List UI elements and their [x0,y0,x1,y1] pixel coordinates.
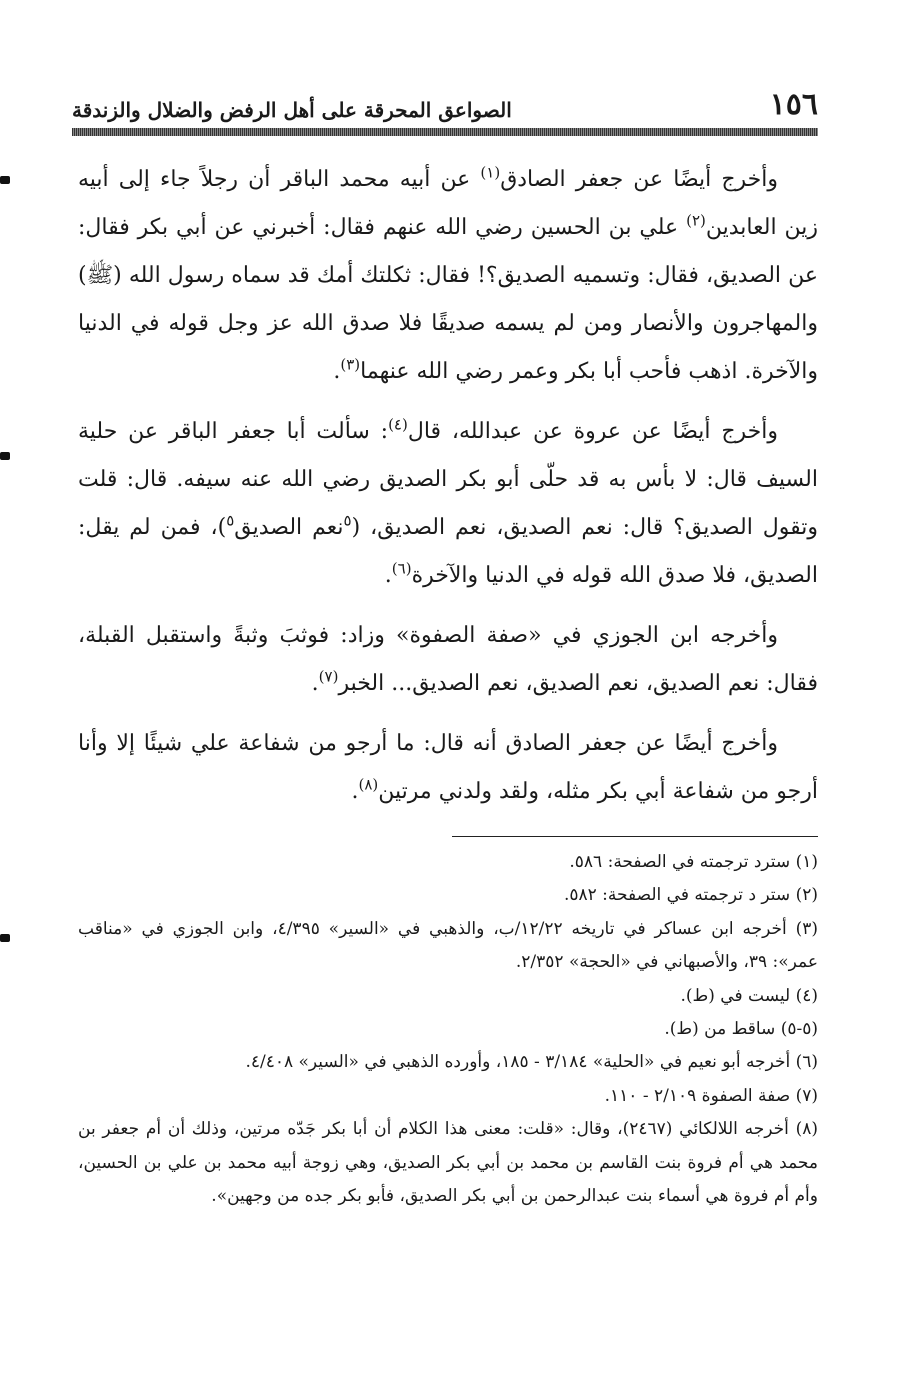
footnote-6: (٦) أخرجه أبو نعيم في «الحلية» ٣/١٨٤ - ١٨٥، وأورده الذهبي في «السير» ٤/٤٠٨. [245,1052,818,1073]
footnote-7: (٧) صفة الصفوة ٢/١٠٩ - ١١٠. [604,1085,818,1106]
text-run: . [384,563,392,588]
paragraph-2 [78,408,818,600]
page-header [72,86,818,120]
text-run: )، فمن لم يقل: الصديق، فلا صدق الله قوله في الدنيا والآخرة [78,515,818,588]
text-run: : سألت أبا جعفر الباقر عن حلية السيف قال: لا بأس به قد حلّى أبو بكر الصديق رضي الله عنه سيفه. قال: قلت وتقول الصديق؟ قال: نعم الصديق، نعم الصديق، ( [78,419,818,540]
footnote-ref-6[interactable]: (٦) [391,559,412,578]
footnote-3: (٣) أخرجه ابن عساكر في تاريخه ١٢/٢٢/ب، والذهبي في «السير» ٤/٣٩٥، وابن الجوزي في «مناقب عمر»: ٣٩، والأصبهاني في «الحجة» ٢/٣٥٢. [78,918,818,973]
text-run: علي بن الحسين رضي الله عنهم فقال: أخبرني عن أبي بكر فقال: عن الصديق، فقال: وتسميه الصديق؟! فقال: ثكلتك أمك قد سماه رسول الله (ﷺ) والمهاجرون والأنصار ومن لم يسمه صديقًا فلا صدق الله عز وجل قوله في الدنيا والآخرة. اذهب فأحب أبا بكر وعمر رضي الله عنهما [78,215,818,384]
footnote-ref-3[interactable]: (٣) [340,355,361,374]
margin-mark [0,176,10,184]
text-run: . [311,671,319,696]
footnote-ref-4[interactable]: (٤) [388,415,408,434]
text-run: وأخرج أيضًا عن عروة عن عبدالله، قال [407,419,778,444]
footnotes [78,846,818,1213]
main-text [78,156,818,816]
footnote-ref-2[interactable]: (٢) [686,211,706,230]
text-run: وأخرجه ابن الجوزي في «صفة الصفوة» وزاد: فوثبَ وثبةً واستقبل القبلة، فقال: نعم الصديق، نعم الصديق، نعم الصديق... الخبر [78,623,818,696]
footnote-4: (٤) ليست في (ط). [680,985,818,1006]
text-run: نعم الصديق [234,515,344,540]
text-run: . [333,359,341,384]
text-run: . [351,779,359,804]
footnote-5: (٥-٥) ساقط من (ط). [664,1019,818,1040]
paragraph-4 [78,720,818,816]
footnote-ref-5-end[interactable]: ٥ [226,511,235,530]
paragraph-1 [78,156,818,396]
footnote-2: (٢) ستر د ترجمته في الصفحة: ٥٨٢. [563,885,818,906]
footnote-separator [452,836,818,837]
text-run: وأخرج أيضًا عن جعفر الصادق أنه قال: ما أرجو من شفاعة علي شيئًا إلا وأنا أرجو من شفاعة أبي بكر مثله، ولقد ولدني مرتين [78,731,818,804]
page-number: ١٥٦ [769,87,818,122]
paragraph-3 [78,612,818,708]
footnote-ref-8[interactable]: (٨) [358,775,379,794]
running-title: الصواعق المحرقة على أهل الرفض والضلال والزندقة [72,98,512,122]
margin-mark [0,452,10,460]
header-rule [72,128,818,136]
footnote-1: (١) سترد ترجمته في الصفحة: ٥٨٦. [569,852,818,872]
margin-mark [0,934,10,942]
text-run: عن أبيه محمد الباقر أن رجلاً جاء إلى أبيه زين العابدين [78,167,818,240]
footnote-8: (٨) أخرجه اللالكائي (٢٤٦٧)، وقال: «قلت: معنى هذا الكلام أن أبا بكر جَدّه مرتين، وذلك أن أم جعفر بن محمد هي أم فروة بنت القاسم بن محمد بن أبي بكر الصديق، وهي زوجة أبيه محمد بن علي بن الحسين، وأم أم فروة هي أسماء بنت عبدالرحمن بن أبي بكر الصديق، فأبو بكر جده من وجهين». [78,1119,818,1207]
footnote-ref-7[interactable]: (٧) [318,667,339,686]
text-run: وأخرج أيضًا عن جعفر الصادق [500,167,779,192]
footnote-ref-5-start[interactable]: ٥ [343,511,352,530]
footnote-ref-1[interactable]: (١) [480,163,501,182]
